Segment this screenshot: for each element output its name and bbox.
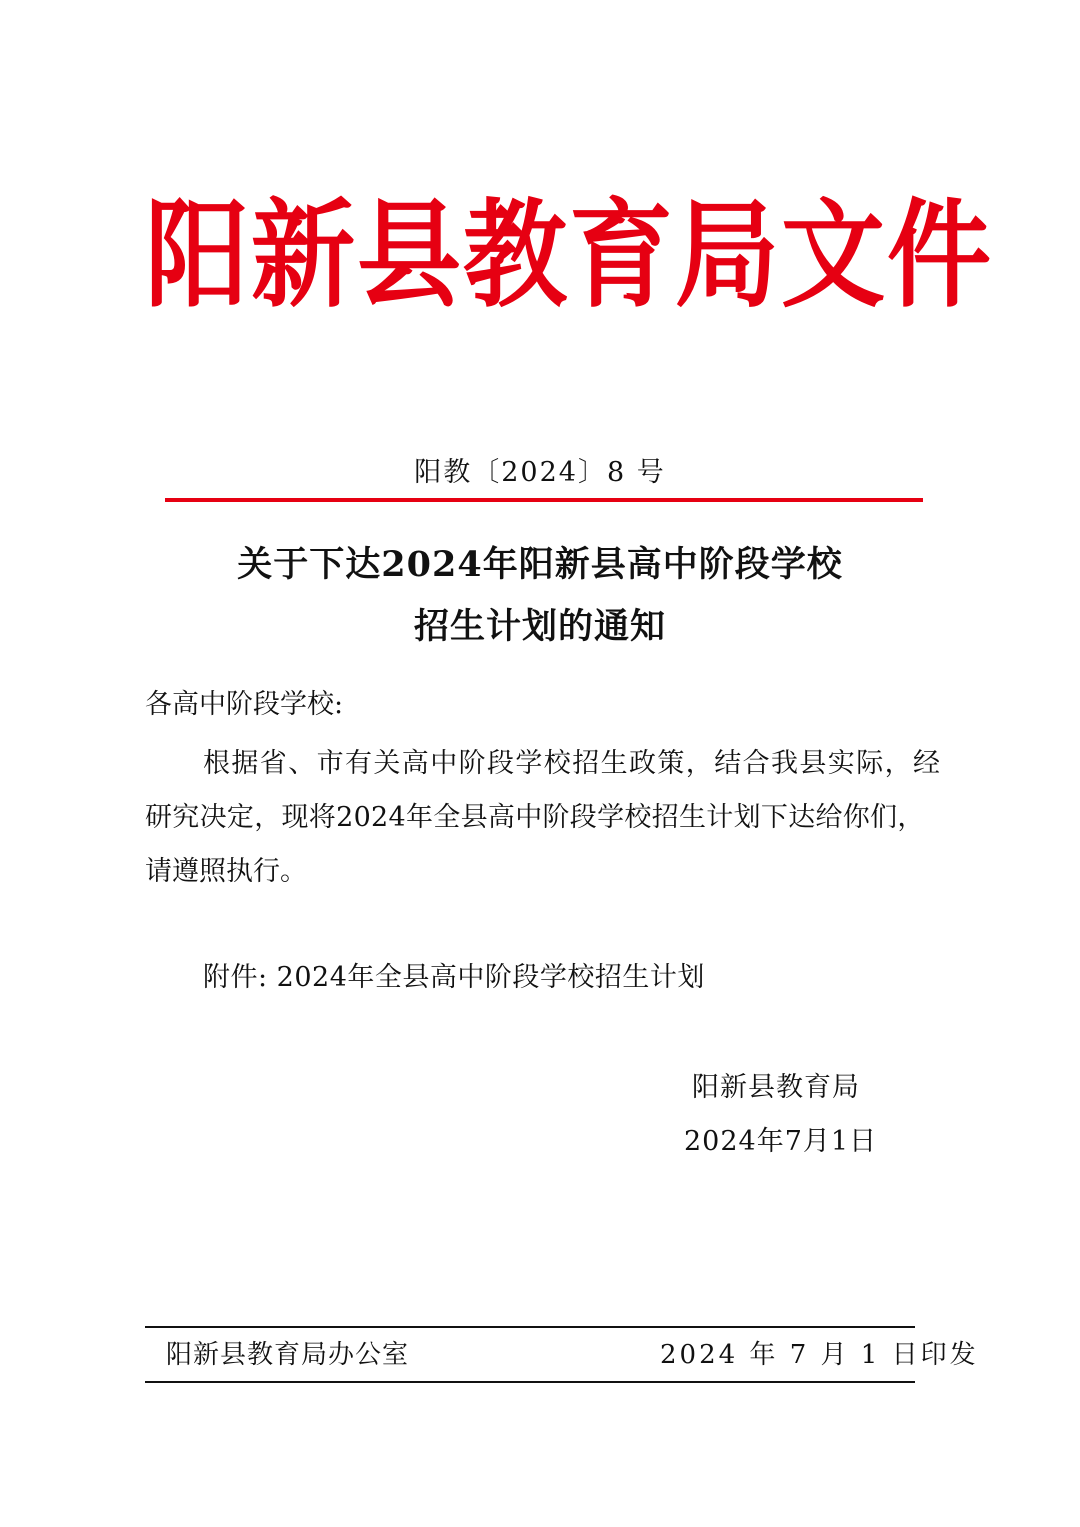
salutation: 各高中阶段学校:	[145, 689, 344, 720]
notice-title-line-1: 关于下达2024年阳新县高中阶段学校	[237, 544, 843, 585]
body-paragraph-line-2: 研究决定，现将2024年全县高中阶段学校招生计划下达给你们，	[145, 802, 925, 833]
red-separator-line	[165, 498, 923, 502]
signature-date: 2024年7月1日	[684, 1126, 878, 1157]
attachment-note: 附件: 2024年全县高中阶段学校招生计划	[203, 962, 705, 993]
footer-bottom-rule	[145, 1381, 915, 1383]
masthead-title: 阳新县教育局文件	[145, 185, 994, 324]
footer-print-date: 2024 年 7 月 1 日印发	[660, 1340, 979, 1370]
notice-title-line-2: 招生计划的通知	[413, 606, 666, 647]
document-number: 阳教〔2024〕8 号	[414, 457, 666, 488]
footer-office: 阳新县教育局办公室	[166, 1340, 410, 1370]
body-paragraph-line-1: 根据省、市有关高中阶段学校招生政策，结合我县实际，经	[203, 748, 942, 779]
issuer-signature: 阳新县教育局	[692, 1072, 860, 1103]
footer-top-rule	[145, 1326, 915, 1328]
body-paragraph-line-3: 请遵照执行。	[145, 856, 307, 887]
